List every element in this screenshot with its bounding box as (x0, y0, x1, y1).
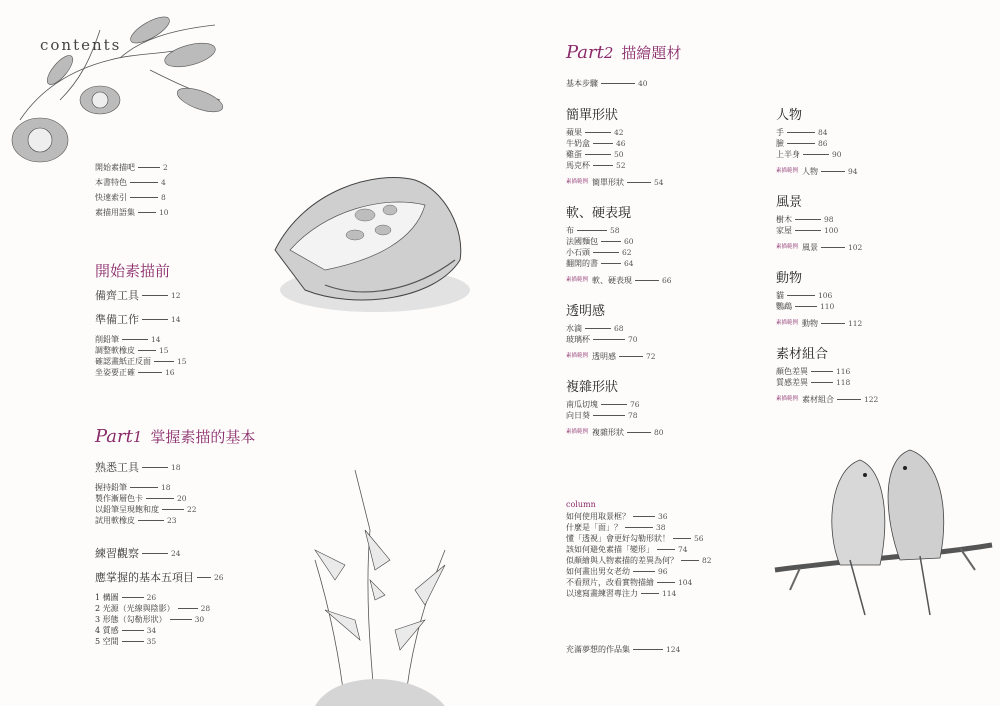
flower-sketch-bottom (275, 470, 475, 706)
toc-label: 樹木 (776, 215, 792, 224)
column-entry[interactable] (566, 566, 712, 577)
toc-page: 42 (614, 128, 624, 137)
toc-label: 應掌握的基本五項目 (95, 571, 194, 584)
toc-page: 20 (177, 494, 187, 503)
toc-entry[interactable] (566, 258, 756, 269)
toc-label: 複雜形狀 (592, 428, 625, 437)
part-script: Part (95, 426, 133, 447)
toc-entry-familiar-4[interactable] (95, 515, 197, 526)
column-entry[interactable] (566, 522, 712, 533)
pumpkin-sketch (265, 150, 475, 325)
topic-group (776, 267, 966, 329)
toc-entry-five-3[interactable] (95, 614, 210, 625)
toc-label: 不看照片，改看實物描繪 (566, 578, 654, 587)
toc-label: 軟、硬表現 (592, 276, 633, 285)
toc-page: 2 (163, 163, 168, 172)
toc-page: 24 (171, 549, 181, 558)
toc-entry[interactable] (776, 127, 966, 138)
part-title: 描繪題材 (621, 44, 682, 62)
toc-page: 60 (624, 237, 634, 246)
toc-page: 35 (146, 637, 157, 646)
toc-page: 96 (658, 567, 668, 576)
toc-label: 人物 (802, 167, 819, 176)
sample-tag: 素描範例 (566, 353, 589, 359)
toc-page: 116 (836, 367, 851, 376)
column-entry[interactable] (566, 544, 712, 555)
toc-entry-familiar-3[interactable] (95, 504, 197, 515)
topic-title: 複雜形狀 (566, 380, 619, 395)
toc-page: 16 (165, 368, 175, 377)
toc-page: 4 (161, 178, 166, 187)
toc-label: 牛奶盒 (566, 139, 590, 148)
toc-page: 26 (214, 573, 224, 582)
sample-tag: 素描範例 (776, 168, 799, 174)
toc-page: 15 (159, 346, 169, 355)
toc-page: 124 (666, 645, 681, 654)
toc-entry-familiar[interactable] (95, 462, 181, 473)
toc-page: 15 (177, 357, 187, 366)
familiar-list (95, 482, 197, 526)
toc-label: 基本步驟 (566, 79, 598, 88)
part2-heading (566, 42, 681, 63)
toc-label: 簡單形狀 (592, 178, 625, 187)
toc-page: 18 (171, 463, 181, 472)
toc-label: 上半身 (776, 150, 800, 159)
toc-entry-intro-3[interactable] (95, 192, 169, 203)
toc-page: 14 (171, 315, 181, 324)
toc-page: 106 (818, 291, 833, 300)
toc-entry-familiar-2[interactable] (95, 493, 197, 504)
budgies-sketch (770, 440, 995, 620)
toc-page: 62 (622, 248, 632, 257)
toc-label: 如何使用取景框？ (566, 512, 630, 521)
toc-entry[interactable] (566, 399, 756, 410)
toc-entry-prep-4[interactable] (95, 367, 187, 378)
toc-label: 玻璃杯 (566, 335, 590, 344)
toc-label: 蘋果 (566, 128, 582, 137)
toc-label: 風景 (802, 243, 819, 252)
prep-list (95, 334, 187, 378)
toc-entry[interactable] (776, 290, 966, 301)
toc-page: 34 (146, 626, 157, 635)
toc-entry-sample[interactable] (776, 318, 966, 329)
toc-entry[interactable] (776, 138, 966, 149)
sample-tag: 素描範例 (566, 179, 589, 185)
toc-label: 小石頭 (566, 248, 590, 257)
toc-label: 4 質感 (95, 626, 119, 635)
toc-page: 28 (200, 604, 211, 613)
toc-entry[interactable] (566, 127, 756, 138)
toc-page: 40 (638, 79, 648, 88)
toc-label: 試用軟橡皮 (95, 516, 135, 525)
toc-entry-sample[interactable] (566, 177, 756, 188)
toc-label: 以速寫畫練習專注力 (566, 589, 638, 598)
toc-label: 南瓜切塊 (566, 400, 598, 409)
toc-page: 94 (848, 167, 858, 176)
toc-page: 68 (614, 324, 624, 333)
toc-page: 8 (161, 193, 166, 202)
intro-list (95, 162, 169, 218)
sample-tag: 素描範例 (776, 244, 799, 250)
toc-entry-five-5[interactable] (95, 636, 210, 647)
toc-entry-familiar-1[interactable] (95, 482, 197, 493)
sample-tag: 素描範例 (566, 429, 589, 435)
toc-label: 懂「透視」會更好勾勒形狀！ (566, 534, 670, 543)
toc-page: 76 (630, 400, 640, 409)
toc-label: 熟悉工具 (95, 461, 139, 474)
topic-group (776, 104, 966, 177)
toc-page: 86 (818, 139, 828, 148)
toc-page: 30 (194, 615, 205, 624)
toc-entry[interactable] (776, 366, 966, 377)
toc-label: 握持鉛筆 (95, 483, 127, 492)
toc-page: 98 (824, 215, 834, 224)
toc-entry-prep[interactable] (95, 314, 181, 325)
topic-title: 人物 (776, 108, 803, 123)
toc-entry-intro-1[interactable] (95, 162, 169, 173)
toc-page: 112 (848, 319, 863, 328)
toc-label: 翻開的書 (566, 259, 598, 268)
toc-entry[interactable] (566, 334, 756, 345)
toc-label: 鸚鵡 (776, 302, 792, 311)
toc-entry[interactable] (776, 301, 966, 312)
toc-entry[interactable] (776, 149, 966, 160)
toc-label: 製作漸層色卡 (95, 494, 143, 503)
toc-page: 50 (614, 150, 624, 159)
toc-page: 82 (702, 556, 712, 565)
toc-label: 3 形態（勾勒形狀） (95, 615, 167, 624)
toc-page: 36 (658, 512, 668, 521)
topic-title: 簡單形狀 (566, 108, 619, 123)
toc-entry[interactable] (566, 138, 756, 149)
toc-label: 該如何避免素描「變形」 (566, 545, 654, 554)
column-entry[interactable] (566, 555, 712, 566)
toc-label: 臉 (776, 139, 784, 148)
toc-label: 素描用語集 (95, 208, 135, 217)
toc-label: 家屋 (776, 226, 792, 235)
toc-page: 26 (146, 593, 157, 602)
topic-group (776, 191, 966, 253)
toc-label: 馬克杯 (566, 161, 590, 170)
toc-label: 開始素描吧 (95, 163, 135, 172)
toc-page: 10 (159, 208, 169, 217)
column-entry[interactable] (566, 533, 712, 544)
toc-label: 5 空間 (95, 637, 119, 646)
sample-tag: 素描範例 (776, 396, 799, 402)
toc-label: 質感差異 (776, 378, 808, 387)
topic-title: 軟、硬表現 (566, 206, 632, 221)
toc-label: 什麼是「面」？ (566, 523, 622, 532)
toc-entry-five-2[interactable] (95, 603, 210, 614)
toc-page: 110 (820, 302, 835, 311)
toc-label: 法國麵包 (566, 237, 598, 246)
toc-entry[interactable] (776, 225, 966, 236)
toc-label: 2 光源（光線與陰影） (95, 604, 175, 613)
toc-entry-five[interactable] (95, 572, 224, 583)
column-label: column (566, 500, 596, 509)
toc-page: 74 (678, 545, 688, 554)
topics-column-1 (566, 104, 756, 438)
topic-group (776, 343, 966, 405)
toc-page: 56 (694, 534, 704, 543)
part-number: 2 (603, 44, 614, 62)
toc-page: 22 (187, 505, 197, 514)
contents-label: contents (40, 36, 122, 54)
toc-entry[interactable] (566, 247, 756, 258)
toc-page: 64 (624, 259, 634, 268)
toc-label: 快速索引 (95, 193, 127, 202)
toc-entry[interactable] (566, 410, 756, 421)
toc-entry-sample[interactable] (776, 242, 966, 253)
toc-page: 38 (656, 523, 666, 532)
toc-entry-prep-3[interactable] (95, 356, 187, 367)
toc-label: 練習觀察 (95, 547, 139, 560)
column-section (566, 500, 712, 599)
toc-label: 如何畫出男女老幼 (566, 567, 630, 576)
toc-label: 以鉛筆呈現飽和度 (95, 505, 159, 514)
toc-page: 104 (678, 578, 693, 587)
toc-page: 118 (836, 378, 851, 387)
part1-heading (95, 426, 255, 447)
toc-entry-prep-1[interactable] (95, 334, 187, 345)
toc-page: 122 (864, 395, 879, 404)
topics-column-2 (776, 104, 966, 405)
toc-entry[interactable] (776, 377, 966, 388)
toc-entry-five-4[interactable] (95, 625, 210, 636)
toc-entry[interactable] (566, 149, 756, 160)
toc-label: 素材組合 (802, 395, 835, 404)
topic-group (566, 202, 756, 286)
column-entry[interactable] (566, 577, 712, 588)
sample-tag: 素描範例 (566, 277, 589, 283)
toc-label: 充滿夢想的作品集 (566, 645, 630, 654)
toc-label: 水滴 (566, 324, 582, 333)
toc-page: 52 (616, 161, 626, 170)
toc-page: 114 (662, 589, 677, 598)
toc-page: 72 (646, 352, 656, 361)
toc-page: 84 (818, 128, 828, 137)
toc-page: 78 (628, 411, 638, 420)
toc-entry-dream[interactable] (566, 644, 680, 655)
column-entry[interactable] (566, 588, 712, 599)
topic-group (566, 300, 756, 362)
toc-entry[interactable] (776, 214, 966, 225)
topic-title: 動物 (776, 271, 803, 286)
section-title-before: 開始素描前 (95, 262, 171, 280)
toc-entry-sample[interactable] (776, 394, 966, 405)
toc-entry-intro-2[interactable] (95, 177, 169, 188)
toc-entry-sample[interactable] (566, 427, 756, 438)
toc-page: 12 (171, 291, 181, 300)
toc-label: 透明感 (592, 352, 617, 361)
toc-entry-prep-2[interactable] (95, 345, 187, 356)
toc-page: 23 (167, 516, 177, 525)
part-script: Part (566, 42, 604, 63)
part-title: 掌握素描的基本 (150, 428, 256, 446)
toc-label: 坐姿要正確 (95, 368, 135, 377)
toc-entry[interactable] (566, 236, 756, 247)
toc-entry[interactable] (566, 323, 756, 334)
toc-page: 58 (610, 226, 620, 235)
toc-page: 90 (832, 150, 842, 159)
toc-label: 備齊工具 (95, 289, 139, 302)
toc-label: 準備工作 (95, 313, 139, 326)
toc-entry-intro-4[interactable] (95, 207, 169, 218)
toc-entry[interactable] (566, 225, 756, 236)
toc-page: 70 (628, 335, 638, 344)
toc-label: 調整軟橡皮 (95, 346, 135, 355)
toc-label: 貓 (776, 291, 784, 300)
toc-label: 向日葵 (566, 411, 590, 420)
toc-page: 14 (151, 335, 161, 344)
sample-tag: 素描範例 (776, 320, 799, 326)
topic-group (566, 376, 756, 438)
toc-label: 1 構圖 (95, 593, 119, 602)
toc-entry-sample[interactable] (566, 351, 756, 362)
toc-page: 54 (654, 178, 664, 187)
toc-entry-tools[interactable] (95, 290, 181, 301)
part-number: 1 (132, 428, 143, 446)
topic-title: 素材組合 (776, 347, 829, 362)
topic-title: 透明感 (566, 304, 606, 319)
toc-label: 似顏繪與人物素描的差異為何？ (566, 556, 678, 565)
toc-label: 本書特色 (95, 178, 127, 187)
toc-page: 18 (161, 483, 171, 492)
toc-label: 布 (566, 226, 574, 235)
toc-label: 削鉛筆 (95, 335, 119, 344)
toc-entry-basic[interactable] (566, 78, 648, 89)
toc-page: 100 (824, 226, 839, 235)
toc-label: 顏色差異 (776, 367, 808, 376)
toc-entry-sample[interactable] (776, 166, 966, 177)
topic-title: 風景 (776, 195, 803, 210)
toc-page: 66 (662, 276, 672, 285)
toc-label: 動物 (802, 319, 819, 328)
toc-entry-observe[interactable] (95, 548, 181, 559)
toc-page: 80 (654, 428, 664, 437)
toc-entry[interactable] (566, 160, 756, 171)
toc-entry-five-1[interactable] (95, 592, 210, 603)
toc-page: 102 (848, 243, 863, 252)
toc-label: 手 (776, 128, 784, 137)
column-entry[interactable] (566, 511, 712, 522)
five-list (95, 592, 210, 647)
topic-group (566, 104, 756, 188)
toc-label: 確認畫紙正反面 (95, 357, 151, 366)
toc-page: 46 (616, 139, 626, 148)
toc-label: 雞蛋 (566, 150, 582, 159)
toc-entry-sample[interactable] (566, 275, 756, 286)
